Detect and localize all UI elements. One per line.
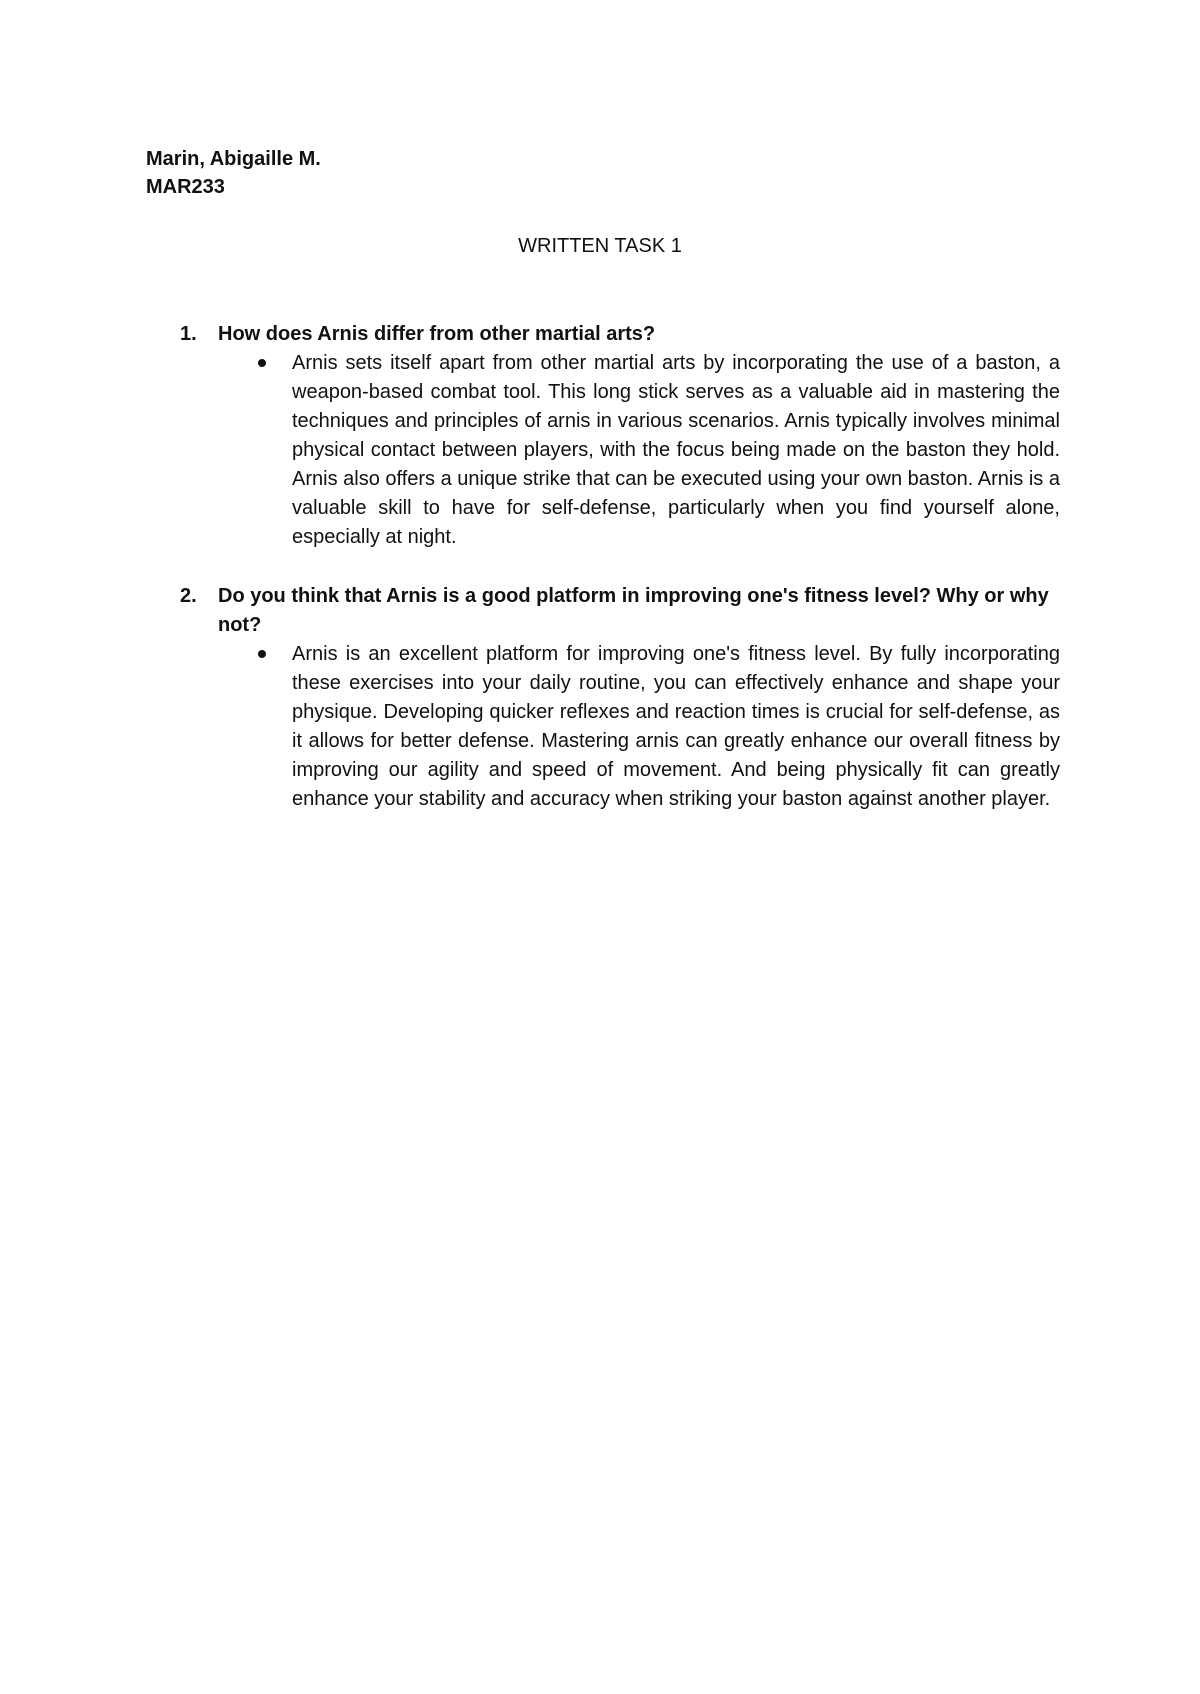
question-number: 2. (180, 585, 197, 607)
question-text: Do you think that Arnis is a good platform in improving one's fitness level? Why or why not? (218, 585, 1049, 636)
student-header (146, 145, 321, 201)
question-heading (180, 582, 1060, 640)
answer-bullet-item (256, 349, 1060, 552)
question-item (180, 320, 1060, 552)
bullet-dot-icon (256, 640, 292, 814)
question-text: How does Arnis differ from other martial arts? (218, 323, 656, 345)
page-title: WRITTEN TASK 1 (518, 235, 682, 257)
question-heading (180, 320, 1060, 349)
bullet-dot-icon (256, 349, 292, 552)
question-number: 1. (180, 323, 197, 345)
answer-text: Arnis is an excellent platform for improving one's fitness level. By fully incorporating these exercises into your daily routine, you can effectively enhance and shape your physique. Developing quicker reflexes and reaction times is crucial for self-defense, as it allows for better defense. Mastering arnis can greatly enhance our overall fitness by improving our agility and speed of movement. And being physically fit can greatly enhance your stability and accuracy when striking your baston against another player. (292, 643, 1060, 810)
answer-bullet-item (256, 640, 1060, 814)
answer-text: Arnis sets itself apart from other martial arts by incorporating the use of a baston, a weapon-based combat tool. This long stick serves as a valuable aid in mastering the techniques and principles of arnis in various scenarios. Arnis typically involves minimal physical contact between players, with the focus being made on the baston they hold. Arnis also offers a unique strike that can be executed using your own baston. Arnis is a valuable skill to have for self-defense, particularly when you find yourself alone, especially at night. (292, 352, 1060, 548)
student-name: Marin, Abigaille M. (146, 148, 321, 170)
question-list (180, 320, 1060, 844)
section-code: MAR233 (146, 176, 225, 198)
question-item (180, 582, 1060, 814)
